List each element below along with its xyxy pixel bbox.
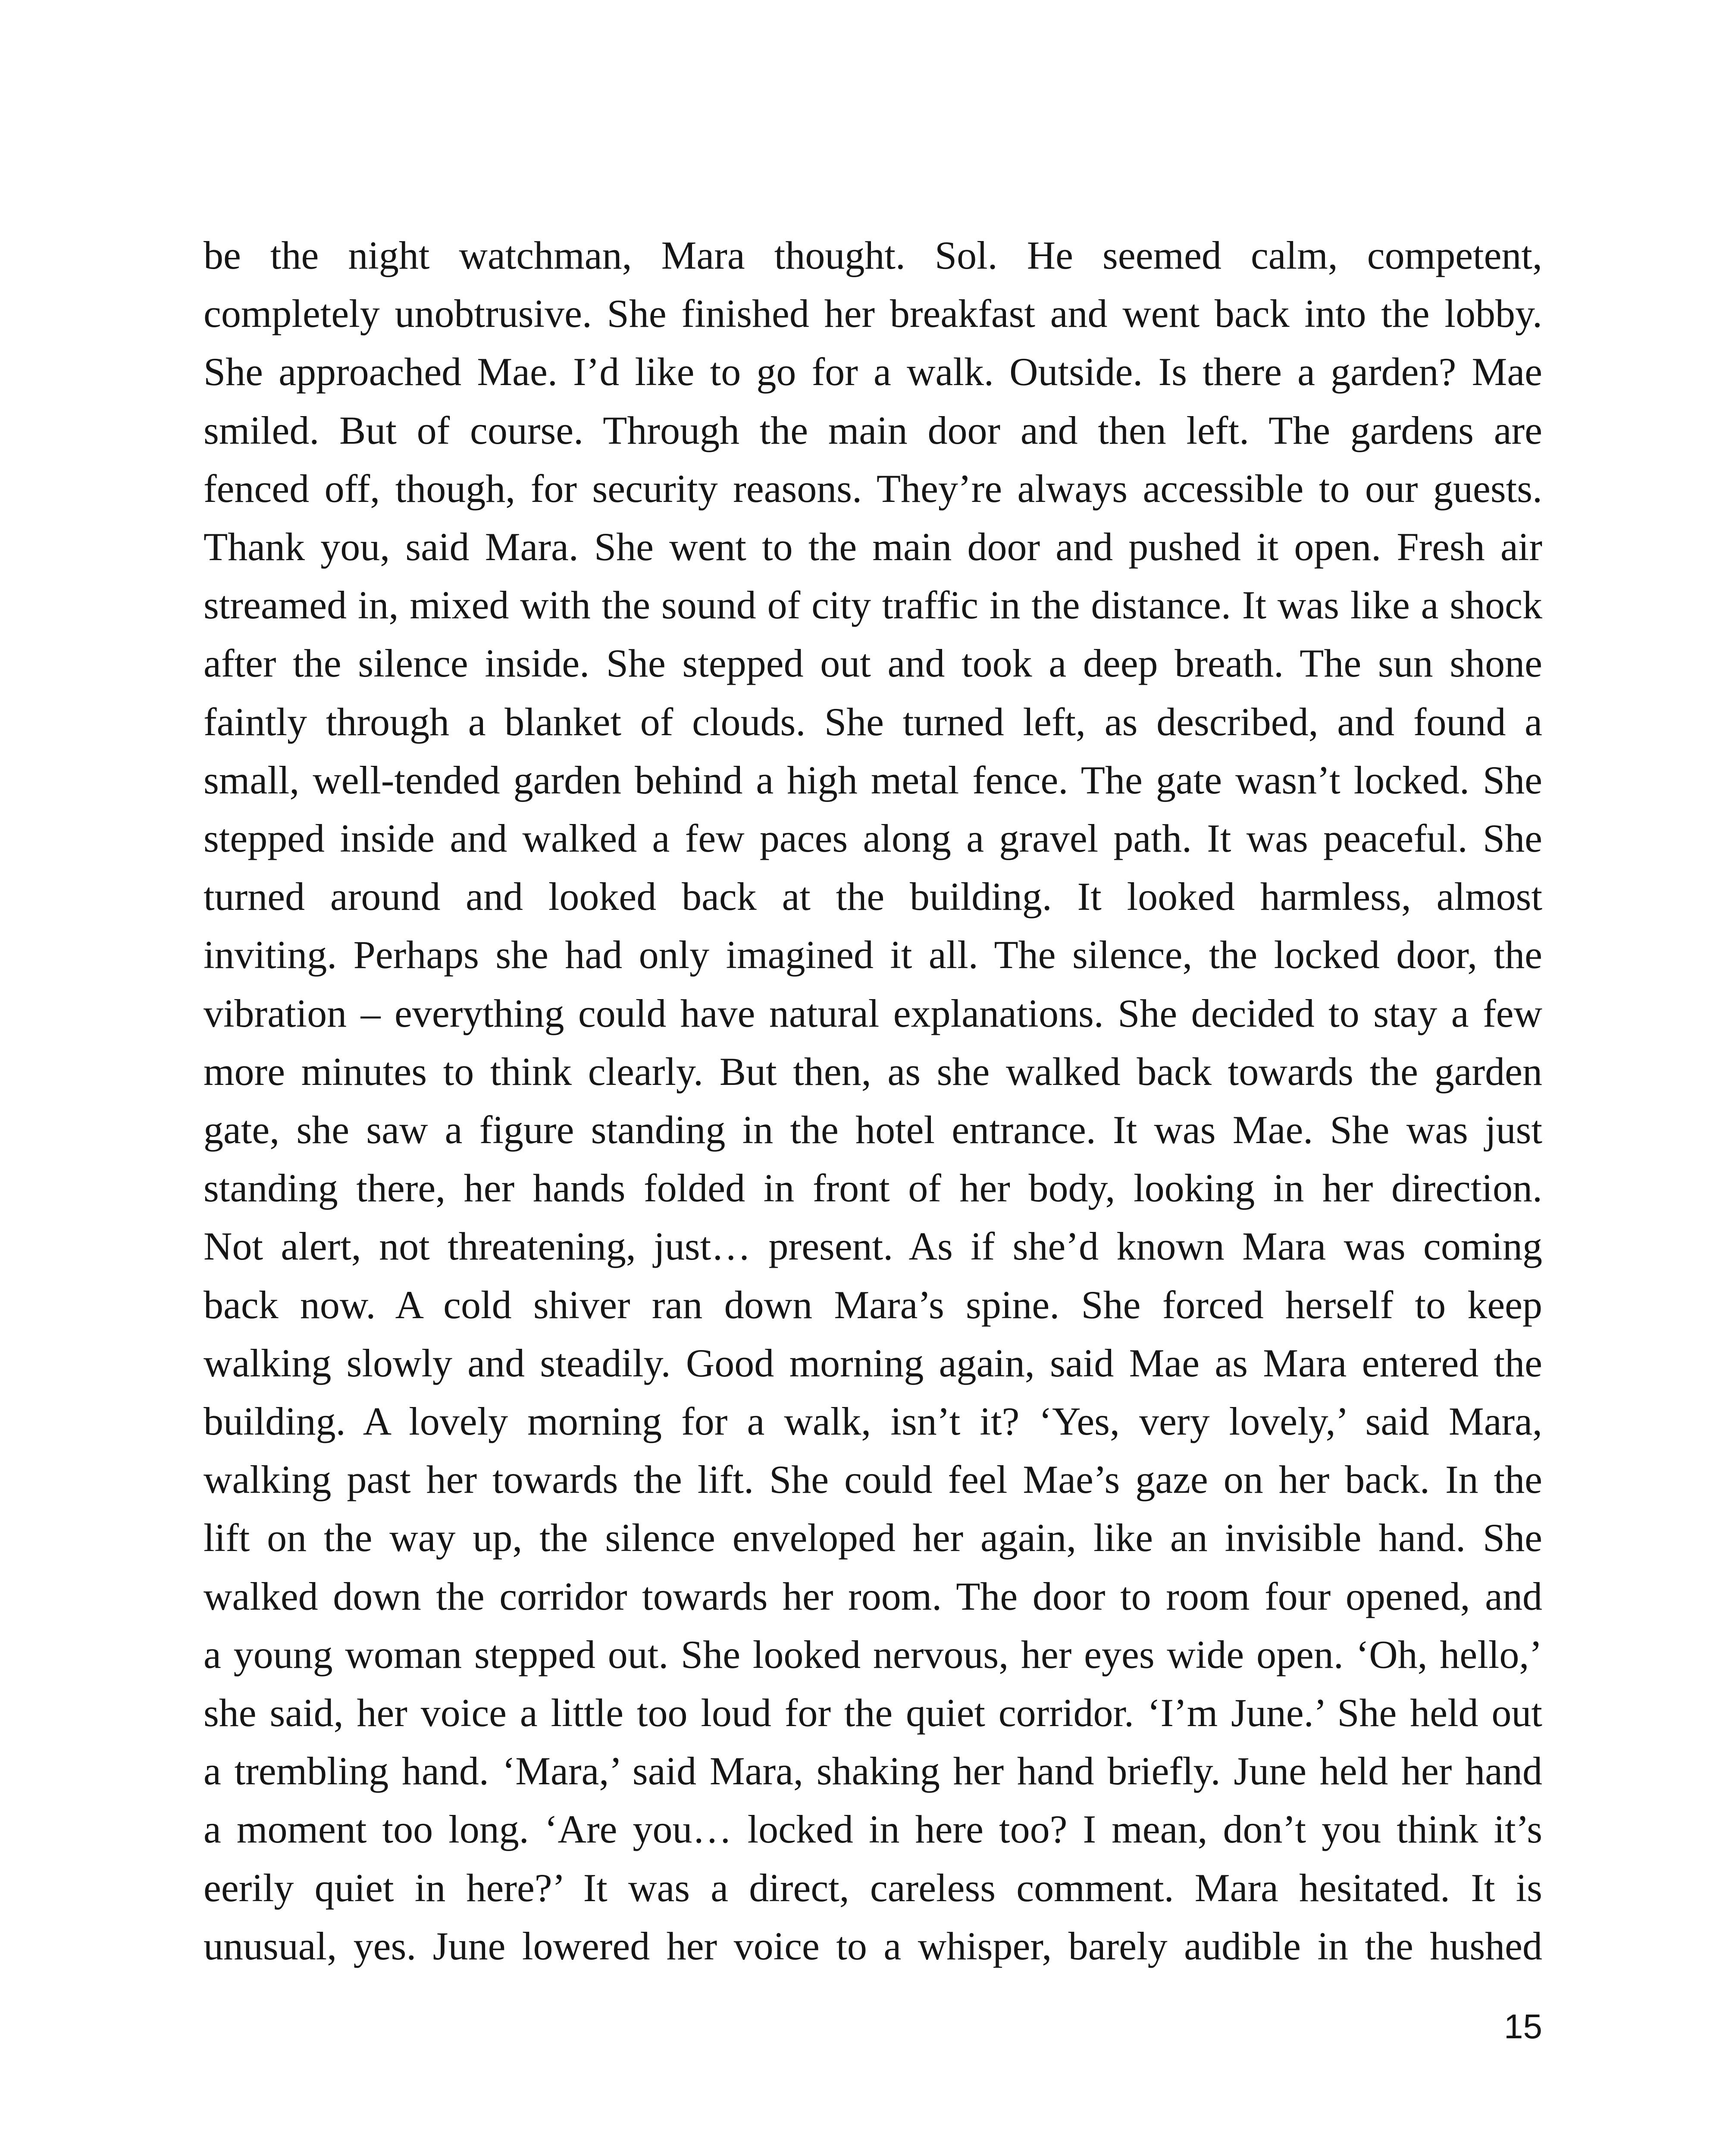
text-line: back now. A cold shiver ran down Mara’s spine. She forced herself to keep [204, 1282, 1542, 1327]
text-line: standing there, her hands folded in front of her body, looking in her direction. [204, 1166, 1542, 1210]
text-line: walked down the corridor towards her room. The door to room four opened, and [204, 1574, 1542, 1618]
text-line: lift on the way up, the silence enveloped her again, like an invisible hand. She [204, 1516, 1542, 1560]
text-line: a young woman stepped out. She looked nervous, her eyes wide open. ‘Oh, hello,’ [204, 1632, 1542, 1677]
text-line: unusual, yes. June lowered her voice to a whisper, barely audible in the hushed [204, 1924, 1542, 1968]
text-line: completely unobtrusive. She finished her breakfast and went back into the lobby. [204, 291, 1542, 336]
text-line: streamed in, mixed with the sound of city traffic in the distance. It was like a shock [204, 583, 1542, 627]
text-line: vibration – everything could have natural explanations. She decided to stay a few [204, 991, 1542, 1035]
text-line: eerily quiet in here?’ It was a direct, careless comment. Mara hesitated. It is [204, 1865, 1542, 1910]
text-line: turned around and looked back at the building. It looked harmless, almost [204, 874, 1542, 919]
body-text [204, 226, 1542, 1975]
text-line: faintly through a blanket of clouds. She turned left, as described, and found a [204, 699, 1542, 744]
text-line: Thank you, said Mara. She went to the main door and pushed it open. Fresh air [204, 525, 1542, 569]
text-line: She approached Mae. I’d like to go for a walk. Outside. Is there a garden? Mae [204, 350, 1542, 394]
text-line: a trembling hand. ‘Mara,’ said Mara, shaking her hand briefly. June held her hand [204, 1749, 1542, 1793]
text-line: inviting. Perhaps she had only imagined it all. The silence, the locked door, the [204, 933, 1542, 977]
page-number: 15 [1504, 2007, 1542, 2046]
text-line: gate, she saw a figure standing in the hotel entrance. It was Mae. She was just [204, 1108, 1542, 1152]
text-line: be the night watchman, Mara thought. Sol. He seemed calm, competent, [204, 233, 1542, 277]
text-line: walking slowly and steadily. Good morning again, said Mae as Mara entered the [204, 1341, 1542, 1385]
text-line: fenced off, though, for security reasons. They’re always accessible to our guests. [204, 466, 1542, 511]
text-line: more minutes to think clearly. But then, as she walked back towards the garden [204, 1049, 1542, 1094]
text-line: walking past her towards the lift. She could feel Mae’s gaze on her back. In the [204, 1457, 1542, 1502]
text-line: after the silence inside. She stepped out and took a deep breath. The sun shone [204, 641, 1542, 686]
text-line: smiled. But of course. Through the main door and then left. The gardens are [204, 408, 1542, 452]
text-line: building. A lovely morning for a walk, isn’t it? ‘Yes, very lovely,’ said Mara, [204, 1399, 1542, 1444]
text-line: Not alert, not threatening, just… present. As if she’d known Mara was coming [204, 1224, 1542, 1269]
text-line: a moment too long. ‘Are you… locked in here too? I mean, don’t you think it’s [204, 1807, 1542, 1852]
text-line: she said, her voice a little too loud for the quiet corridor. ‘I’m June.’ She held out [204, 1691, 1542, 1735]
text-line: small, well-tended garden behind a high metal fence. The gate wasn’t locked. She [204, 758, 1542, 802]
text-line: stepped inside and walked a few paces along a gravel path. It was peaceful. She [204, 816, 1542, 861]
